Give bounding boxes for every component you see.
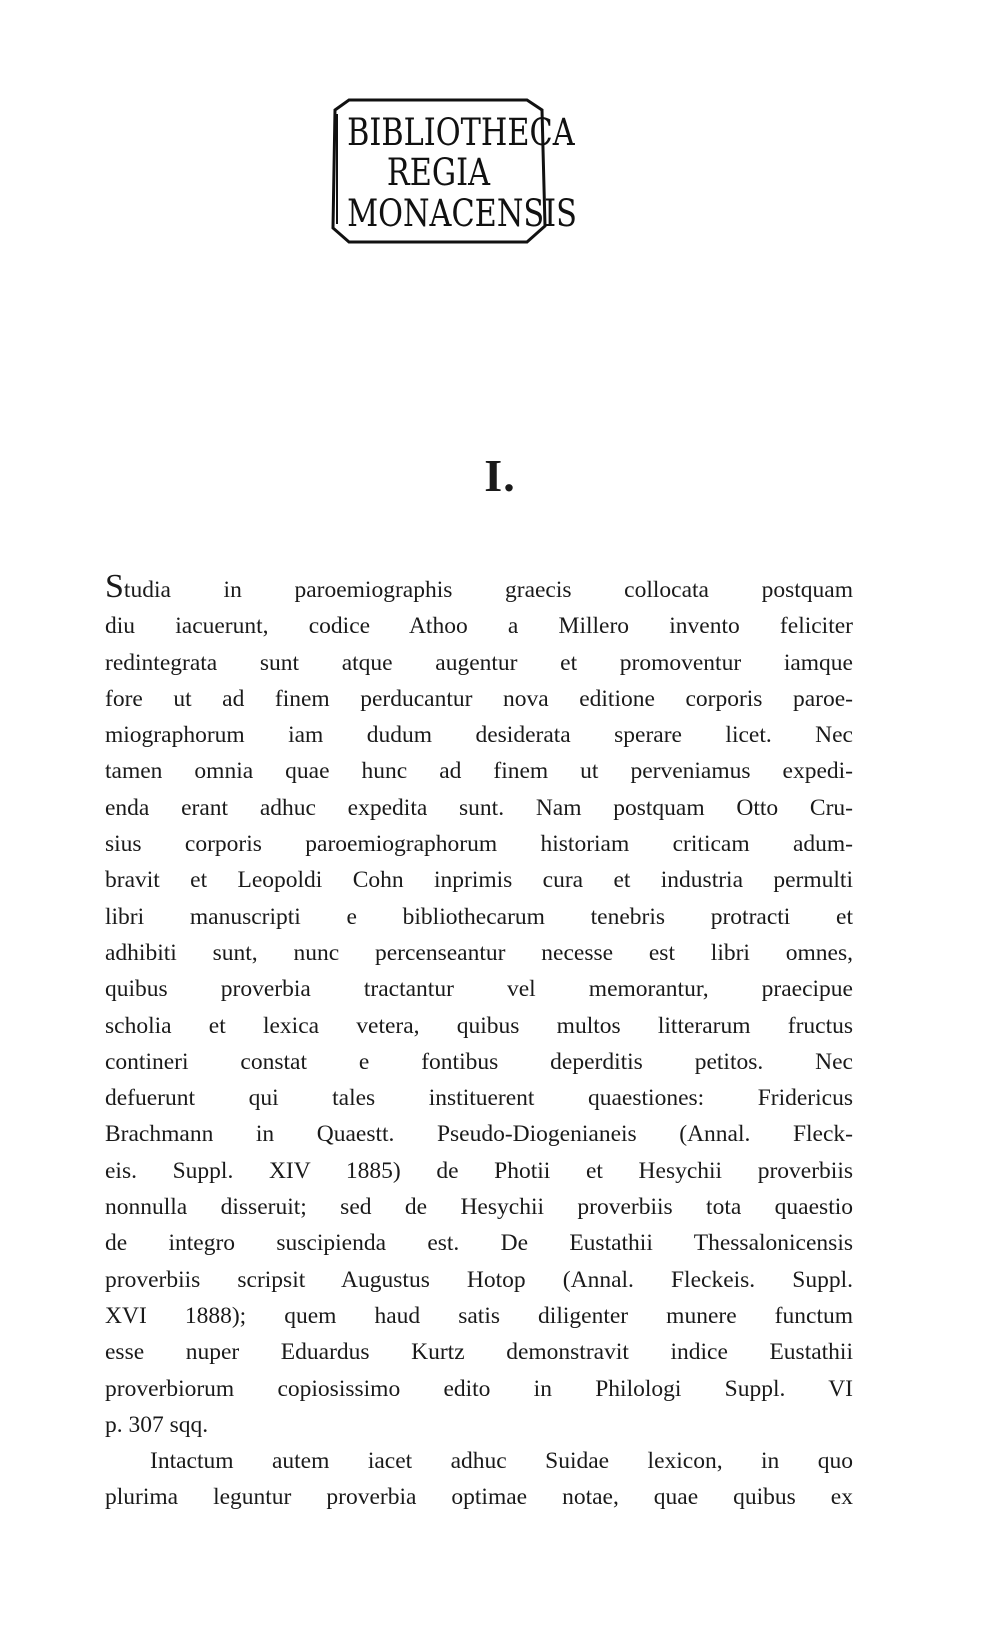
stamp-line-2: REGIA xyxy=(386,151,491,194)
text-line: adhibiti sunt, nunc percenseantur necesse est libri omnes, xyxy=(105,939,853,966)
text-line: eis. Suppl. XIV 1885) de Photii et Hesychii proverbiis xyxy=(105,1157,853,1184)
text-line: tamen omnia quae hunc ad finem ut perveniamus expedi- xyxy=(105,758,853,785)
text-line: de integro suscipienda est. De Eustathii Thessalonicensis xyxy=(105,1230,853,1257)
text-line: proverbiis scripsit Augustus Hotop (Annal. Fleckeis. Suppl. xyxy=(105,1266,853,1293)
text-line: libri manuscripti e bibliothecarum tenebris protracti et xyxy=(105,903,853,930)
text-line: esse nuper Eduardus Kurtz demonstravit indice Eustathii xyxy=(105,1339,853,1366)
text-line xyxy=(105,568,853,608)
stamp-line-1: BIBLIOTHECA xyxy=(347,111,575,154)
text-line: nonnulla disseruit; sed de Hesychii proverbiis tota quaestio xyxy=(105,1194,853,1221)
text-line: bravit et Leopoldi Cohn inprimis cura et industria permulti xyxy=(105,867,853,894)
text-line: quibus proverbia tractantur vel memorantur, praecipue xyxy=(105,976,853,1003)
text-line: p. 307 sqq. xyxy=(105,1411,209,1438)
text-line: proverbiorum copiosissimo edito in Philologi Suppl. VI xyxy=(105,1375,853,1402)
text-line: Brachmann in Quaestt. Pseudo-Diogenianeis (Annal. Fleck- xyxy=(105,1121,853,1148)
text-line: sius corporis paroemiographorum historiam criticam adum- xyxy=(105,831,853,858)
body-text xyxy=(105,568,853,1516)
drop-cap: S xyxy=(105,568,124,605)
text-line: fore ut ad finem perducantur nova editione corporis paroe- xyxy=(105,685,853,712)
text-line: XVI 1888); quem haud satis diligenter munere functum xyxy=(105,1302,853,1329)
text-line: scholia et lexica vetera, quibus multos litterarum fructus xyxy=(105,1012,853,1039)
text-line: defuerunt qui tales instituerent quaestiones: Fridericus xyxy=(105,1085,853,1112)
text-line: Intactum autem iacet adhuc Suidae lexicon, in quo xyxy=(150,1448,853,1475)
text-line: plurima leguntur proverbia optimae notae, quae quibus ex xyxy=(105,1484,853,1511)
text-line: miographorum iam dudum desiderata sperare licet. Nec xyxy=(105,722,853,749)
text-line: diu iacuerunt, codice Athoo a Millero invento feliciter xyxy=(105,613,853,640)
library-stamp xyxy=(327,96,577,250)
chapter-heading: I. xyxy=(484,450,516,501)
first-line-text: tudia in paroemiographis graecis collocata postquam xyxy=(123,577,853,603)
text-line: enda erant adhuc expedita sunt. Nam postquam Otto Cru- xyxy=(105,794,853,821)
stamp-line-3: MONACENSIS xyxy=(347,192,577,235)
text-line: redintegrata sunt atque augentur et promoventur iamque xyxy=(105,649,853,676)
text-line: contineri constat e fontibus deperditis petitos. Nec xyxy=(105,1048,853,1075)
